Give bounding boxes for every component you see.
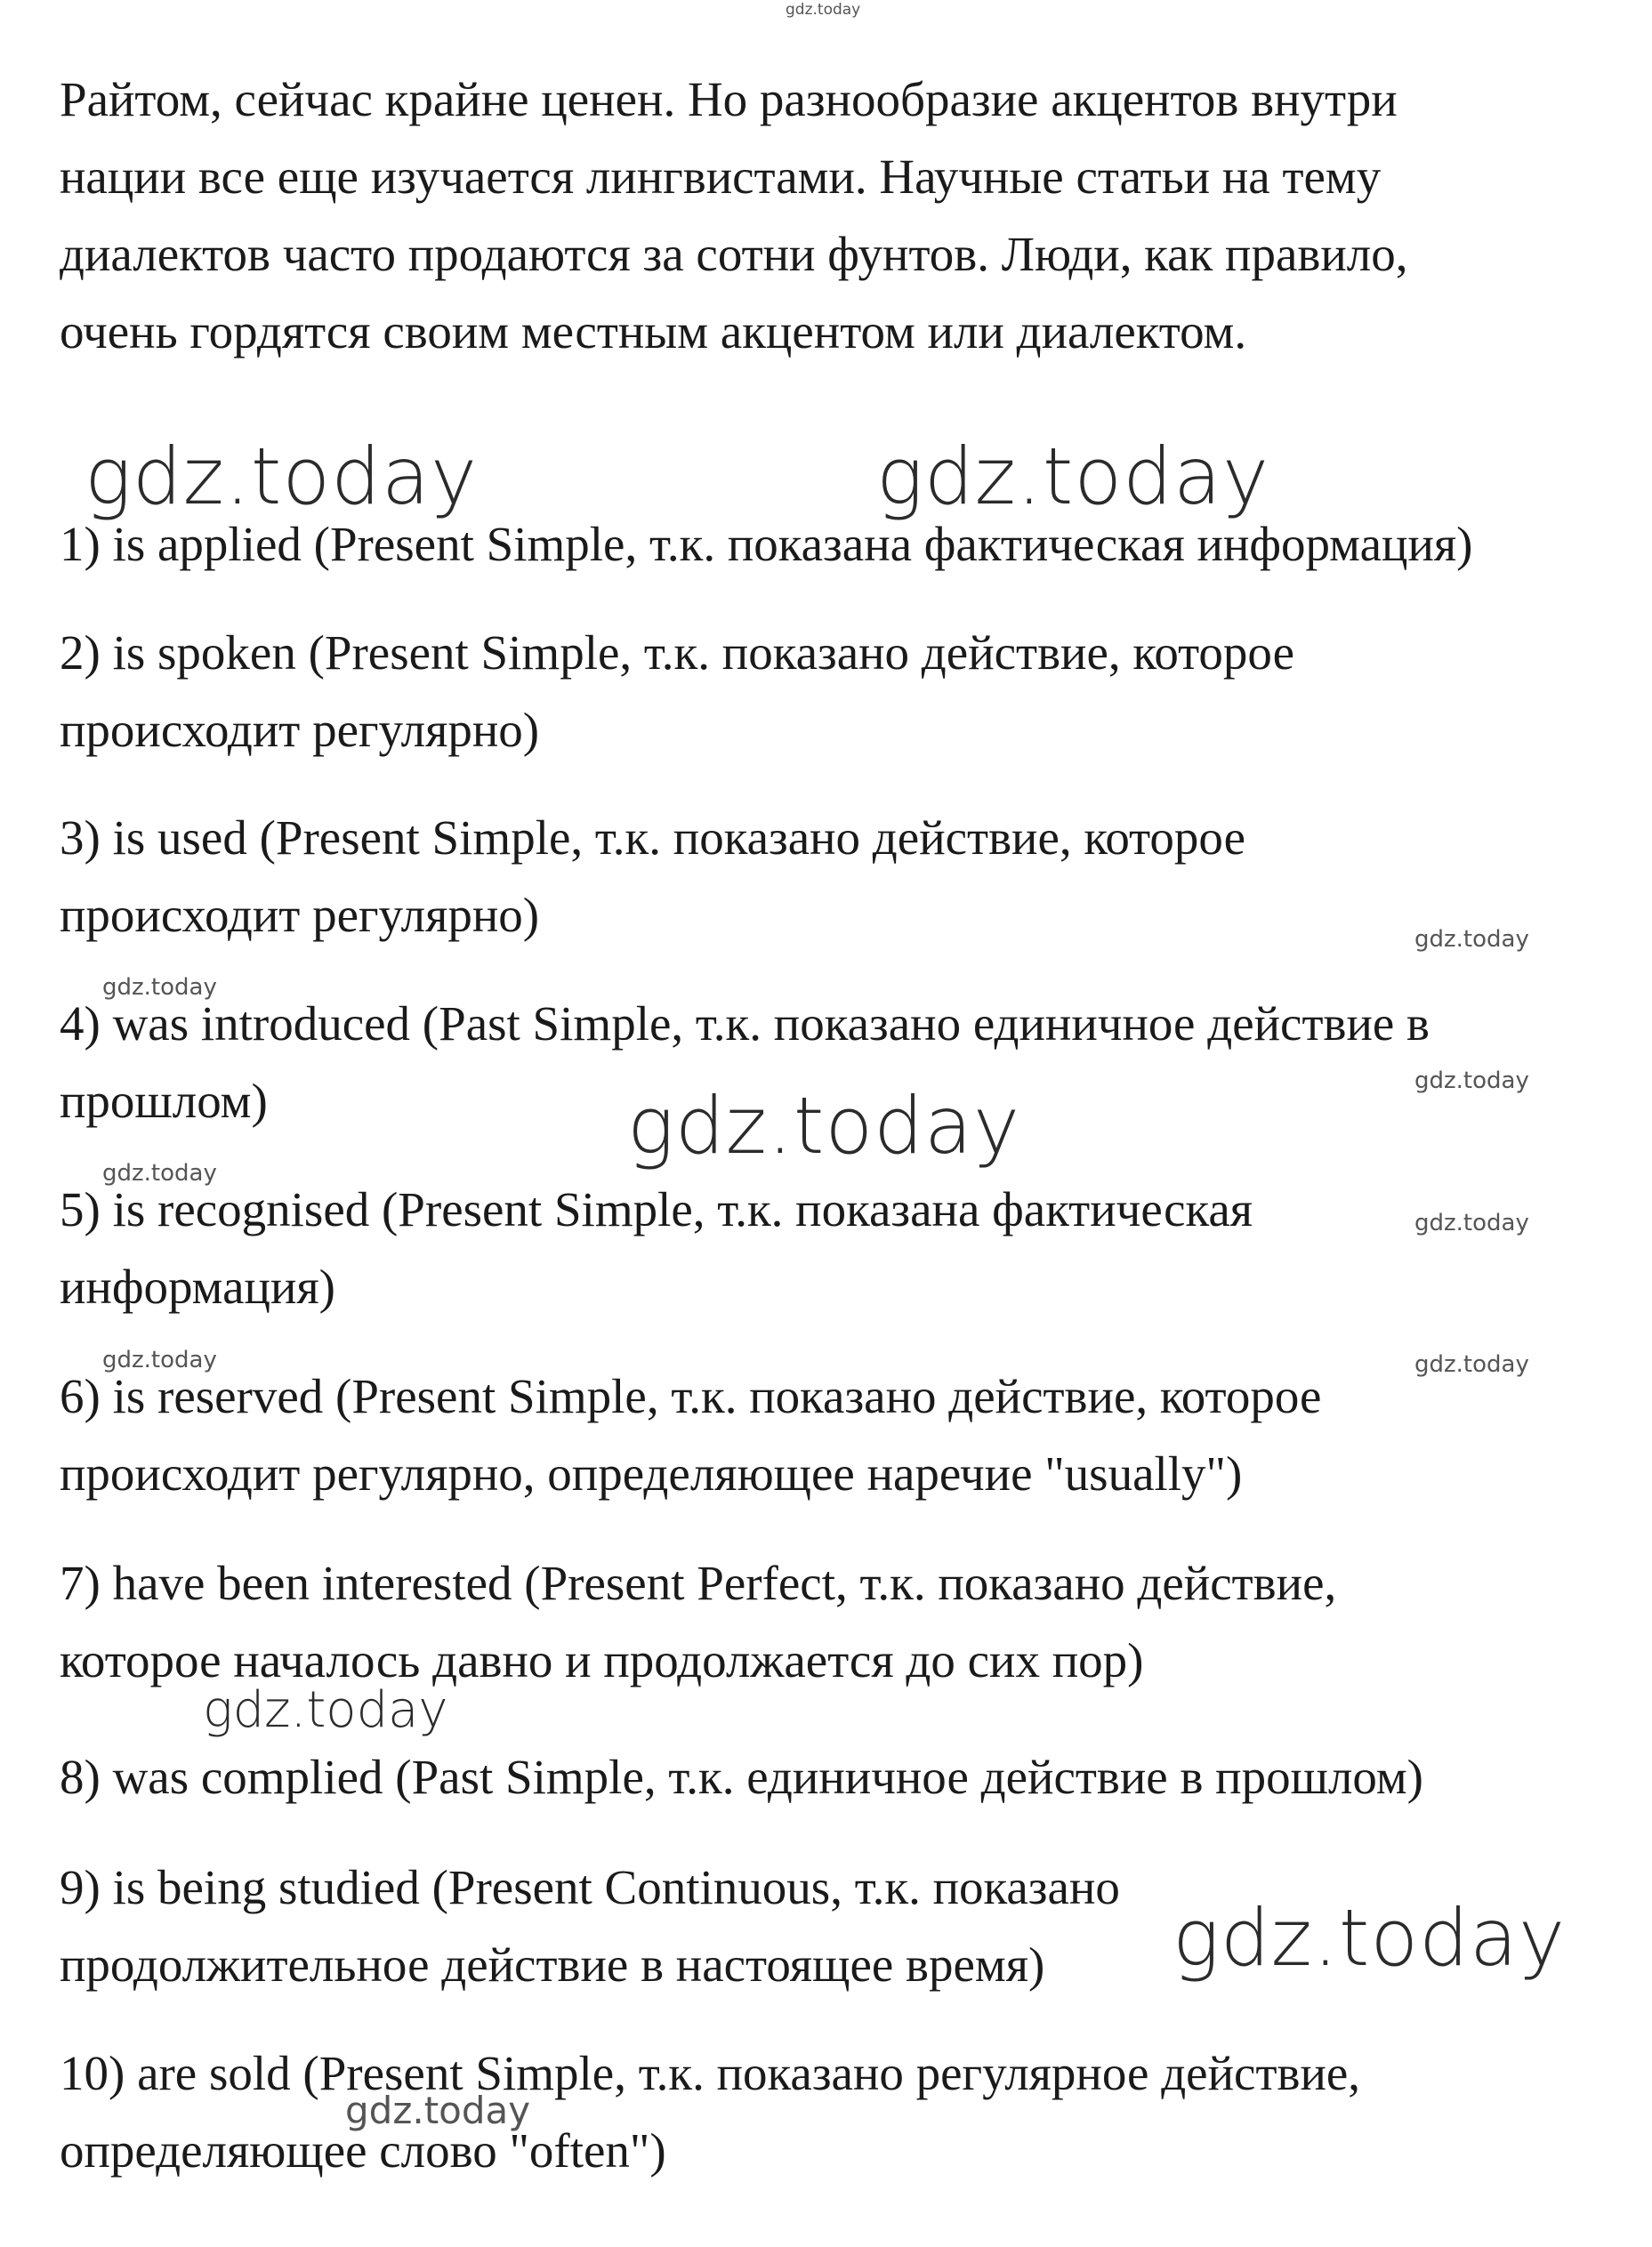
answer-line: 6) is reserved (Present Simple, т.к. показано действие, которое	[60, 1369, 1322, 1423]
watermark: gdz.today	[102, 1347, 217, 1373]
answer-line: 2) is spoken (Present Simple, т.к. показано действие, которое	[60, 625, 1294, 680]
watermark: gdz.today	[102, 974, 217, 1001]
answer-item	[60, 1171, 1608, 1325]
answer-line: 5) is recognised (Present Simple, т.к. показана фактическая	[60, 1182, 1253, 1236]
watermark: gdz.today	[345, 2089, 531, 2132]
intro-line: диалектов часто продаются за сотни фунтов. Люди, как правило,	[60, 227, 1408, 281]
answer-item	[60, 505, 1608, 583]
watermark: gdz.today	[627, 1080, 1021, 1172]
answer-line: происходит регулярно)	[60, 703, 540, 757]
answer-line: 8) was complied (Past Simple, т.к. единичное действие в прошлом)	[60, 1750, 1423, 1804]
watermark: gdz.today	[1414, 1210, 1529, 1236]
answer-item	[60, 1738, 1608, 1816]
answer-line: происходит регулярно)	[60, 888, 540, 942]
watermark: gdz.today	[85, 431, 479, 522]
watermark: gdz.today	[1414, 926, 1529, 953]
intro-line: очень гордятся своим местным акцентом или диалектом.	[60, 304, 1247, 358]
intro-paragraph	[60, 60, 1572, 370]
answer-line: 3) is used (Present Simple, т.к. показано действие, которое	[60, 810, 1245, 865]
watermark: gdz.today	[1414, 1067, 1529, 1094]
answer-item	[60, 1357, 1608, 1512]
watermark: gdz.today	[1173, 1892, 1567, 1984]
watermark: gdz.today	[102, 1160, 217, 1187]
answer-line: 9) is being studied (Present Continuous, т.к. показано	[60, 1860, 1120, 1914]
answer-line: происходит регулярно, определяющее наречие "usually")	[60, 1446, 1243, 1501]
answer-line: 10) are sold (Present Simple, т.к. показано регулярное действие,	[60, 2046, 1361, 2100]
answer-line: информация)	[60, 1260, 335, 1314]
answer-line: которое началось давно и продолжается до сих пор)	[60, 1633, 1144, 1687]
watermark: gdz.today	[203, 1681, 448, 1739]
watermark: gdz.today	[1414, 1351, 1529, 1378]
watermark: gdz.today	[876, 431, 1270, 522]
answer-line: прошлом)	[60, 1074, 268, 1128]
answer-line: 1) is applied (Present Simple, т.к. показана фактическая информация)	[60, 517, 1473, 571]
answer-item	[60, 799, 1608, 954]
answer-item	[60, 1544, 1608, 1699]
answer-line: 4) was introduced (Past Simple, т.к. показано единичное действие в	[60, 996, 1430, 1051]
answer-line: продолжительное действие в настоящее время)	[60, 1937, 1045, 1992]
answer-item	[60, 614, 1608, 769]
intro-line: Райтом, сейчас крайне ценен. Но разнообразие акцентов внутри	[60, 72, 1398, 126]
answer-line: определяющее слово "often")	[60, 2123, 666, 2178]
answer-item	[60, 2034, 1608, 2189]
intro-line: нации все еще изучается лингвистами. Научные статьи на тему	[60, 149, 1382, 204]
answer-line: 7) have been interested (Present Perfect, т.к. показано действие,	[60, 1556, 1337, 1610]
watermark: gdz.today	[786, 1, 861, 19]
